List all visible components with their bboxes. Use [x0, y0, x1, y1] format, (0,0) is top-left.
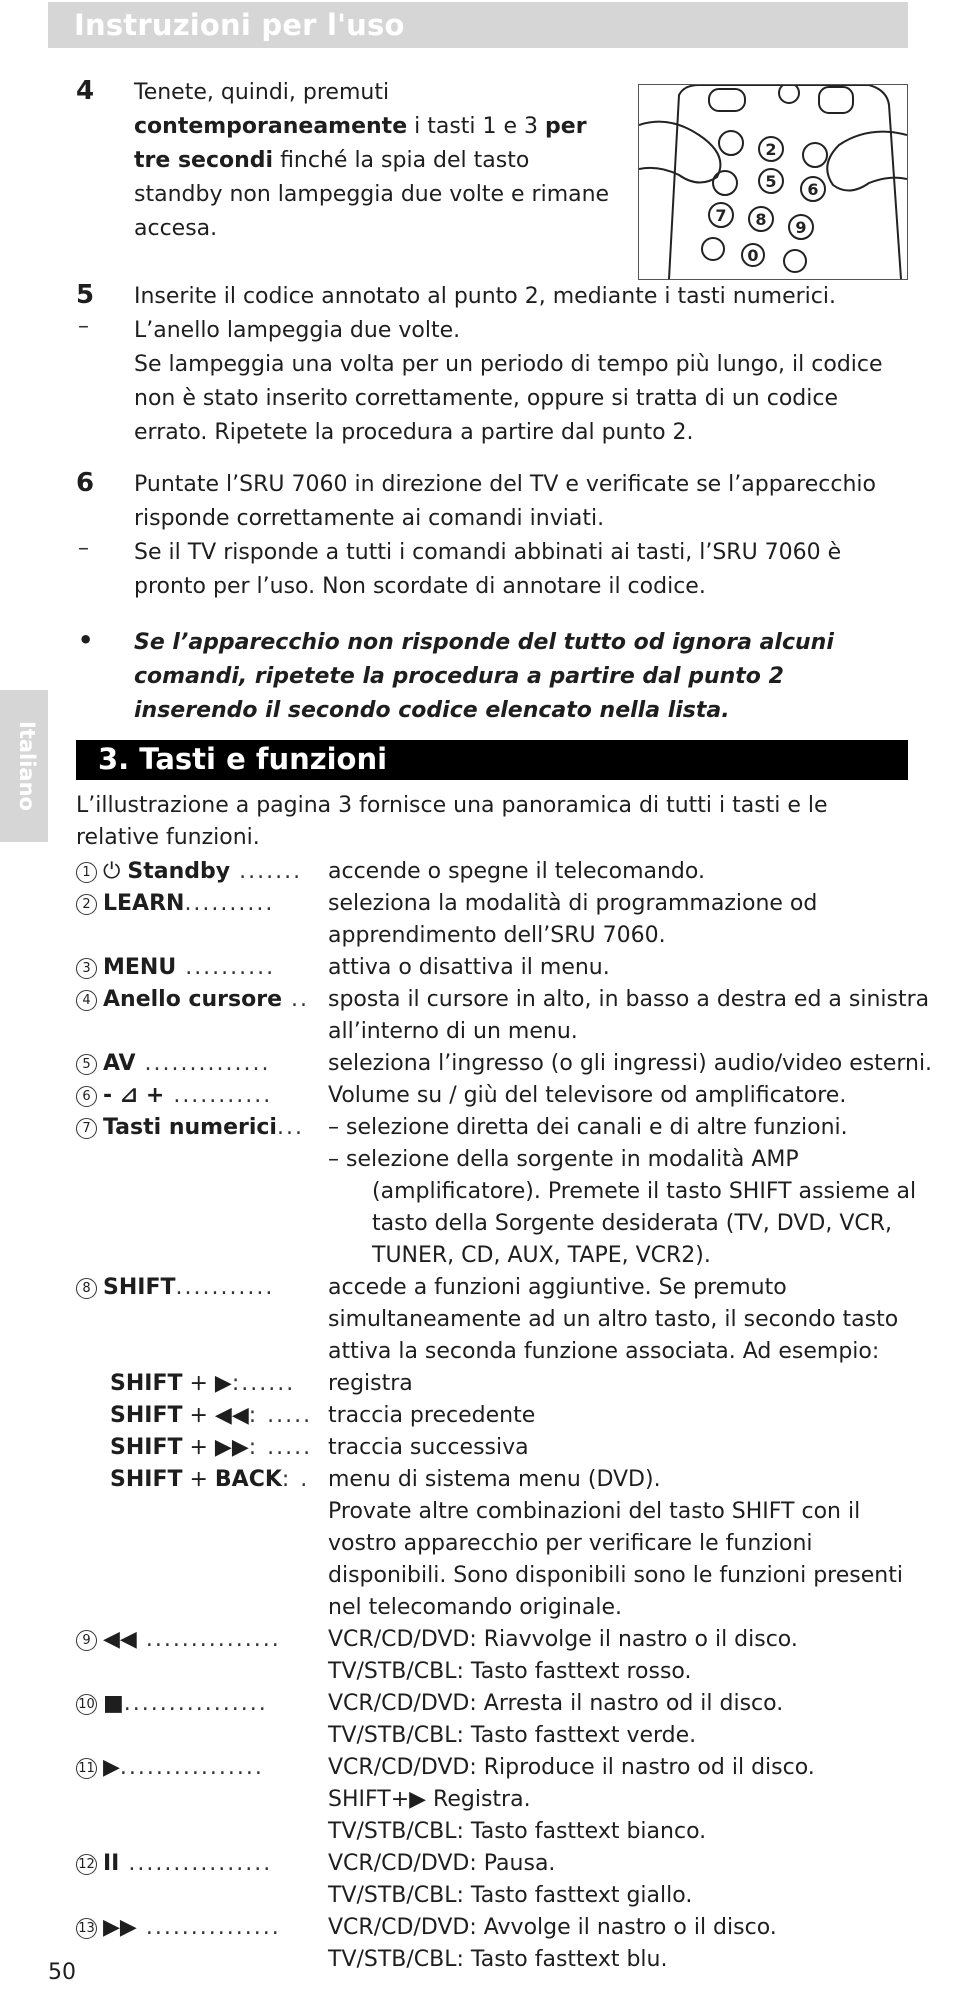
function-key [76, 984, 328, 1016]
key-name: Tasti numerici [103, 1115, 277, 1140]
function-desc: traccia precedente [328, 1403, 536, 1428]
note-bullet: • [78, 626, 94, 654]
step-4-text-c: finché la spia del tasto standby non lampeggia due volte e rimane accesa. [134, 148, 610, 241]
standby-icon: ⏻ [103, 859, 121, 884]
step-6-result: Se il TV risponde a tutti i comandi abbinati ai tasti, l’SRU 7060 è pronto per l’uso. Non scordate di annotare il codice. [134, 540, 842, 599]
function-desc: Volume su / giù del televisore od amplificatore. [328, 1083, 847, 1108]
stop-icon: ■ [103, 1691, 124, 1716]
function-desc: registra [328, 1371, 413, 1396]
svg-text:8: 8 [755, 210, 767, 229]
function-row-cont [76, 1176, 916, 1208]
function-row [76, 1688, 916, 1720]
function-row-cont [76, 1880, 916, 1912]
function-desc: SHIFT+▶ Registra. [328, 1787, 531, 1812]
svg-text:0: 0 [747, 246, 759, 265]
svg-text:9: 9 [795, 218, 807, 237]
function-key [76, 1624, 328, 1656]
step-5-result-line: L’anello lampeggia due volte. [134, 318, 461, 343]
leader-dots: ............... [136, 1627, 281, 1652]
step-5-dash: – [78, 314, 89, 339]
function-desc: VCR/CD/DVD: Arresta il nastro od il disco. [328, 1691, 784, 1716]
function-row-cont [76, 1208, 916, 1240]
callout-number: 13 [76, 1918, 97, 1939]
function-list [76, 856, 933, 1976]
note-text: Se l’apparecchio non risponde del tutto od ignora alcuni comandi, ripetete la procedura a partire dal punto 2 inserendo il secondo codice elencato nella lista. [134, 630, 834, 723]
section-header-bar [76, 740, 908, 780]
function-desc: TUNER, CD, AUX, TAPE, VCR2). [372, 1243, 711, 1268]
section-title: 3. Tasti e funzioni [98, 742, 388, 776]
function-desc: attiva o disattiva il menu. [328, 955, 610, 980]
function-desc: VCR/CD/DVD: Riavvolge il nastro o il disco. [328, 1627, 798, 1652]
key-name: BACK [214, 1467, 282, 1492]
function-desc: – selezione diretta dei canali e di altre funzioni. [328, 1115, 848, 1140]
leader-dots: .. [282, 987, 309, 1012]
function-desc: seleziona la modalità di programmazione od [328, 891, 818, 916]
combo-key [110, 1432, 328, 1464]
callout-number: 9 [76, 1630, 97, 1651]
leader-dots: .......... [176, 955, 276, 980]
function-desc: attiva la seconda funzione associata. Ad esempio: [328, 1339, 880, 1364]
fast-forward-icon: ▶▶ [103, 1915, 137, 1940]
shift-combo-row [76, 1368, 916, 1400]
leader-dots: ................ [123, 1691, 268, 1716]
function-desc: VCR/CD/DVD: Avvolge il nastro o il disco. [328, 1915, 777, 1940]
key-name: AV [103, 1051, 136, 1076]
header-title: Instruzioni per l'uso [74, 8, 405, 42]
section-intro: L’illustrazione a pagina 3 fornisce una panoramica di tutti i tasti e le relative funzioni. [76, 793, 828, 850]
play-icon: ▶ [103, 1755, 120, 1780]
function-row [76, 984, 930, 1016]
fast-forward-icon: ▶▶ [214, 1435, 249, 1460]
callout-number: 2 [76, 894, 97, 915]
function-row-cont [76, 1944, 916, 1976]
combo-key [110, 1368, 328, 1400]
step-4-bold-b: per tre secondi [134, 114, 587, 173]
leader-dots: : ..... [248, 1435, 313, 1460]
pause-icon: II [103, 1851, 120, 1876]
function-desc: accede a funzioni aggiuntive. Se premuto [328, 1275, 787, 1300]
function-key [76, 1848, 328, 1880]
remote-buttons-illustration [638, 84, 908, 280]
function-key [76, 1112, 328, 1144]
step-6-number: 6 [76, 468, 95, 498]
callout-number: 8 [76, 1278, 97, 1299]
header-bar [48, 2, 908, 48]
function-desc: (amplificatore). Premete il tasto SHIFT assieme al [372, 1179, 917, 1204]
leader-dots: ... [276, 1115, 304, 1140]
leader-dots: : . [281, 1467, 310, 1492]
function-row-cont [76, 1240, 916, 1272]
callout-number: 11 [76, 1758, 97, 1779]
function-key [76, 1688, 328, 1720]
function-row [76, 856, 916, 888]
function-key [76, 1048, 328, 1080]
key-name: LEARN [103, 891, 185, 916]
function-key [76, 888, 328, 920]
function-row [76, 888, 916, 920]
svg-text:2: 2 [765, 140, 777, 159]
shift-combo-row [76, 1400, 916, 1432]
page-number: 50 [48, 1960, 76, 1985]
shift-combo-row [76, 1432, 916, 1464]
rewind-icon: ◀◀ [103, 1627, 137, 1652]
function-desc: sposta il cursore in alto, in basso a destra ed a sinistra [328, 987, 930, 1012]
function-row [76, 1752, 916, 1784]
language-label: Italiano [15, 721, 39, 811]
step-5-text: Inserite il codice annotato al punto 2, mediante i tasti numerici. [134, 284, 836, 309]
shift-combo-row [76, 1464, 916, 1496]
function-desc: accende o spegne il telecomando. [328, 859, 705, 884]
function-desc: simultaneamente ad un altro tasto, il secondo tasto [328, 1307, 899, 1332]
callout-number: 5 [76, 1054, 97, 1075]
function-desc: seleziona l’ingresso (o gli ingressi) audio/video esterni. [328, 1051, 933, 1076]
step-4-number: 4 [76, 76, 95, 106]
function-key [76, 1272, 328, 1304]
callout-number: 12 [76, 1854, 97, 1875]
remote-hands-drawing [639, 85, 907, 279]
svg-text:6: 6 [807, 180, 819, 199]
function-desc: all’interno di un menu. [328, 1019, 578, 1044]
function-desc: TV/STB/CBL: Tasto fasttext giallo. [328, 1883, 693, 1908]
function-desc: TV/STB/CBL: Tasto fasttext verde. [328, 1723, 697, 1748]
function-row-cont [76, 1720, 916, 1752]
function-desc: vostro apparecchio per verificare le funzioni [328, 1531, 813, 1556]
function-desc: menu di sistema menu (DVD). [328, 1467, 661, 1492]
leader-dots: ............... [136, 1915, 281, 1940]
step-4-text-a: Tenete, quindi, premuti [134, 80, 390, 105]
function-desc: apprendimento dell’SRU 7060. [328, 923, 666, 948]
leader-dots: ........... [175, 1275, 275, 1300]
step-5-result-more: Se lampeggia una volta per un periodo di tempo più lungo, il codice non è stato inserito correttamente, oppure si tratta di un codice errato. Ripetete la procedura a partire dal punto 2. [134, 352, 883, 445]
function-row [76, 1848, 916, 1880]
function-row-cont [76, 1016, 916, 1048]
function-row-cont [76, 1560, 916, 1592]
plus-sign: + [182, 1467, 215, 1492]
function-row-cont [76, 1656, 916, 1688]
language-side-tab [0, 690, 48, 842]
function-row-cont [76, 1592, 916, 1624]
leader-dots: ....... [230, 859, 303, 884]
key-name: SHIFT [110, 1467, 183, 1492]
step-5-number: 5 [76, 280, 95, 310]
function-key [76, 952, 328, 984]
function-row-cont [76, 1336, 916, 1368]
rewind-icon: ◀◀ [214, 1403, 249, 1428]
step-5-result [134, 314, 914, 450]
key-name: Standby [127, 859, 231, 884]
callout-number: 4 [76, 990, 97, 1011]
function-desc: nel telecomando originale. [328, 1595, 622, 1620]
key-name: SHIFT [110, 1403, 183, 1428]
function-row [76, 1912, 916, 1944]
callout-number: 7 [76, 1118, 97, 1139]
leader-dots: .............. [135, 1051, 271, 1076]
function-desc: disponibili. Sono disponibili sono le funzioni presenti [328, 1563, 903, 1588]
callout-number: 10 [76, 1694, 97, 1715]
function-desc: VCR/CD/DVD: Pausa. [328, 1851, 556, 1876]
function-desc: TV/STB/CBL: Tasto fasttext blu. [328, 1947, 668, 1972]
function-desc: – selezione della sorgente in modalità AMP [328, 1147, 799, 1172]
key-name: MENU [103, 955, 177, 980]
key-name: SHIFT [110, 1435, 183, 1460]
function-row-cont [76, 920, 916, 952]
function-row-cont [76, 1816, 916, 1848]
leader-dots: :...... [231, 1371, 296, 1396]
function-key [76, 1080, 328, 1112]
combo-key [110, 1400, 328, 1432]
play-icon: ▶ [214, 1371, 232, 1396]
function-key [76, 1752, 328, 1784]
leader-dots: ........... [164, 1083, 273, 1108]
function-row [76, 1272, 916, 1304]
step-6-dash: – [78, 536, 89, 561]
leader-dots: : ..... [248, 1403, 313, 1428]
function-row [76, 952, 916, 984]
step-6-text: Puntate l’SRU 7060 in direzione del TV e verificate se l’apparecchio risponde correttamente ai comandi inviati. [134, 472, 876, 531]
plus-sign: + [182, 1435, 215, 1460]
svg-text:5: 5 [765, 172, 777, 191]
key-name: Anello cursore [103, 987, 282, 1012]
combo-key [110, 1464, 328, 1496]
volume-key-name: - ⊿ + [103, 1083, 165, 1108]
key-name: SHIFT [103, 1275, 176, 1300]
function-desc: Provate altre combinazioni del tasto SHIFT con il [328, 1499, 861, 1524]
step-4-text-b: i tasti 1 e 3 [407, 114, 546, 139]
plus-sign: + [182, 1371, 215, 1396]
callout-number: 6 [76, 1086, 97, 1107]
function-desc: tasto della Sorgente desiderata (TV, DVD, VCR, [372, 1211, 893, 1236]
function-row [76, 1624, 916, 1656]
leader-dots: .......... [184, 891, 275, 916]
step-4-bold-a: contemporaneamente [134, 114, 408, 139]
function-row [76, 1048, 933, 1080]
function-desc: VCR/CD/DVD: Riproduce il nastro od il disco. [328, 1755, 815, 1780]
function-key [76, 856, 328, 888]
function-row [76, 1080, 916, 1112]
function-desc: traccia successiva [328, 1435, 529, 1460]
leader-dots: ................ [119, 1851, 273, 1876]
plus-sign: + [182, 1403, 215, 1428]
function-desc: TV/STB/CBL: Tasto fasttext bianco. [328, 1819, 707, 1844]
function-row [76, 1112, 916, 1144]
function-row-cont [76, 1304, 916, 1336]
step-4-text [134, 76, 624, 246]
function-key [76, 1912, 328, 1944]
function-desc: TV/STB/CBL: Tasto fasttext rosso. [328, 1659, 692, 1684]
svg-text:7: 7 [715, 206, 727, 225]
callout-number: 3 [76, 958, 97, 979]
leader-dots: ................ [119, 1755, 264, 1780]
function-row-cont [76, 1528, 916, 1560]
key-name: SHIFT [110, 1371, 183, 1396]
function-row-cont [76, 1144, 916, 1176]
function-row-cont [76, 1496, 916, 1528]
callout-number: 1 [76, 862, 97, 883]
function-row-cont [76, 1784, 916, 1816]
